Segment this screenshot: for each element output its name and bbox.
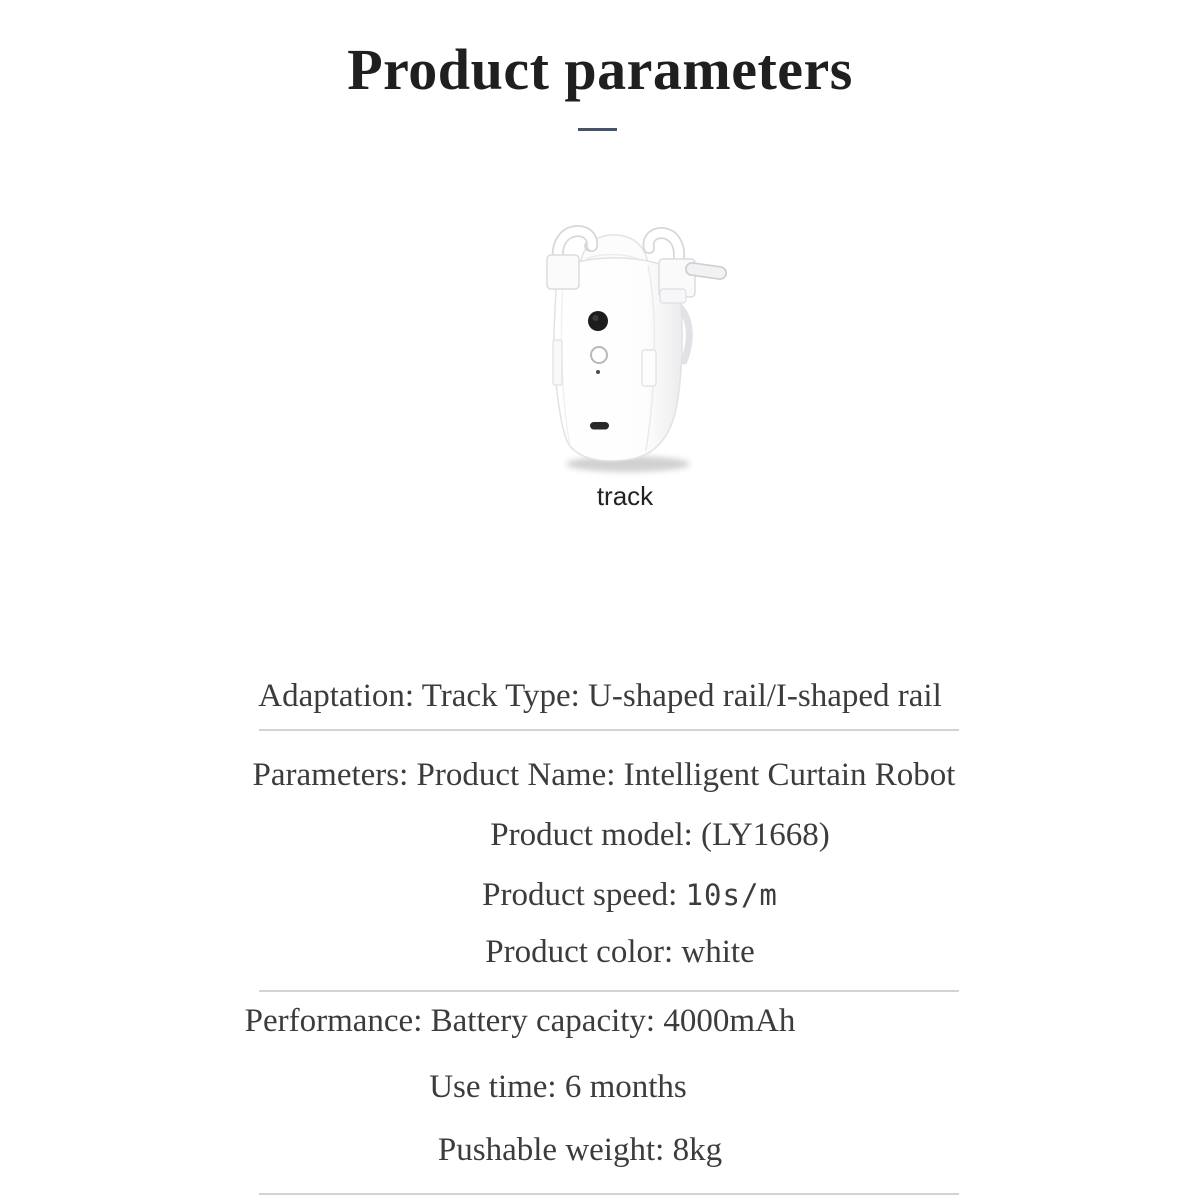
spec-line-product-model: Product model: (LY1668)	[490, 817, 830, 853]
right-bracket	[660, 289, 686, 303]
section-divider	[259, 990, 959, 992]
spec-line-product-name: Parameters: Product Name: Intelligent Curtain Robot	[252, 757, 956, 793]
left-hook-post	[547, 255, 579, 289]
spec-line-pushable-weight: Pushable weight: 8kg	[437, 1132, 723, 1168]
spec-speed-value: 10s/m	[685, 878, 778, 912]
curtain-robot-product-image	[520, 213, 730, 481]
spec-line-battery-capacity: Performance: Battery capacity: 4000mAh	[244, 1003, 796, 1039]
indicator-hole	[596, 370, 600, 374]
spec-speed-label: Product speed:	[482, 877, 686, 913]
section-divider	[259, 729, 959, 731]
sensor-lens	[588, 311, 608, 331]
page-title: Product parameters	[347, 37, 853, 102]
spec-line-product-speed	[0, 875, 1200, 915]
product-figure	[520, 213, 730, 512]
usb-c-port	[590, 422, 609, 430]
spec-line-product-color: Product color: white	[485, 934, 755, 970]
product-image-caption: track	[596, 481, 654, 511]
spec-line-adaptation: Adaptation: Track Type: U-shaped rail/I-shaped rail	[258, 678, 942, 714]
right-side-clip	[642, 350, 656, 386]
side-lever	[692, 269, 720, 273]
title-underline-dash	[578, 128, 617, 131]
spec-line-use-time: Use time: 6 months	[429, 1069, 687, 1105]
left-side-clip	[553, 340, 562, 385]
section-divider	[259, 1193, 959, 1195]
power-button	[591, 347, 607, 363]
